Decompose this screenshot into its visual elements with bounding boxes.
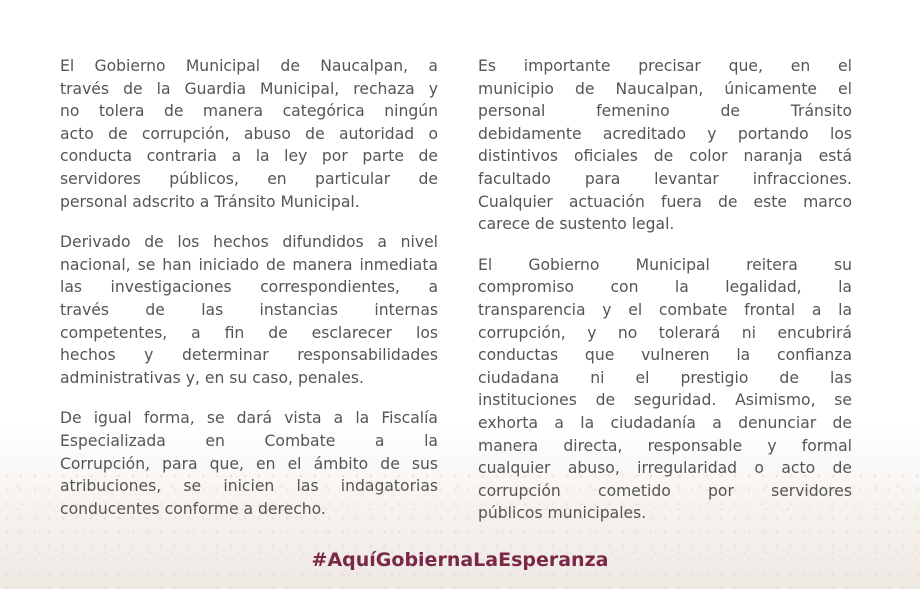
text-line: El Gobierno Municipal reitera su bbox=[478, 255, 852, 274]
text-line: Corrupción, para que, en el ámbito de sus bbox=[60, 454, 438, 473]
text-line: servidores públicos, en particular de bbox=[60, 169, 438, 188]
text-line: El Gobierno Municipal de Naucalpan, a bbox=[60, 57, 438, 75]
text-line: conducta contraria a la ley por parte de bbox=[60, 147, 438, 166]
text-line: distintivos oficiales de color naranja está bbox=[478, 147, 852, 166]
text-line: Es importante precisar que, en el bbox=[478, 57, 852, 75]
right-text-column bbox=[478, 55, 852, 543]
text-line: conductas que vulneren la confianza bbox=[478, 346, 852, 365]
text-line: públicos municipales. bbox=[478, 504, 647, 523]
text-line: municipio de Naucalpan, únicamente el bbox=[478, 79, 852, 98]
text-line: transparencia y el combate frontal a la bbox=[478, 300, 852, 319]
text-line: personal femenino de Tránsito bbox=[478, 102, 852, 121]
text-line: conducentes conforme a derecho. bbox=[60, 499, 326, 518]
paragraph bbox=[478, 55, 852, 236]
text-line: través de las instancias internas bbox=[60, 300, 438, 319]
text-line: corrupción, y no tolerará ni encubrirá bbox=[478, 323, 852, 342]
text-line: exhorta a la ciudadanía a denunciar de bbox=[478, 413, 852, 432]
text-line: compromiso con la legalidad, la bbox=[478, 278, 852, 297]
text-line: manera directa, responsable y formal bbox=[478, 436, 852, 455]
text-line: corrupción cometido por servidores bbox=[478, 481, 852, 500]
text-line: no tolera de manera categórica ningún bbox=[60, 102, 438, 121]
text-line: las investigaciones correspondientes, a bbox=[60, 278, 438, 297]
text-line: Cualquier actuación fuera de este marco bbox=[478, 192, 852, 211]
text-line: atribuciones, se inicien las indagatorias bbox=[60, 477, 438, 496]
text-line: facultado para levantar infracciones. bbox=[478, 169, 852, 188]
text-line: competentes, a fin de esclarecer los bbox=[60, 323, 438, 342]
text-line: debidamente acreditado y portando los bbox=[478, 124, 852, 143]
text-line: través de la Guardia Municipal, rechaza y bbox=[60, 79, 438, 98]
text-line: De igual forma, se dará vista a la Fiscalía bbox=[60, 409, 438, 428]
text-line: administrativas y, en su caso, penales. bbox=[60, 368, 364, 387]
text-line: personal adscrito a Tránsito Municipal. bbox=[60, 192, 360, 211]
text-line: acto de corrupción, abuso de autoridad o bbox=[60, 124, 438, 143]
left-text-column bbox=[60, 55, 438, 538]
text-line: carece de sustento legal. bbox=[478, 215, 675, 234]
text-line: nacional, se han iniciado de manera inmediata bbox=[60, 255, 438, 274]
paragraph bbox=[478, 254, 852, 525]
paragraph bbox=[60, 407, 438, 520]
text-line: ciudadana ni el prestigio de las bbox=[478, 368, 852, 387]
hashtag: #AquíGobiernaLaEsperanza bbox=[311, 549, 609, 571]
text-line: instituciones de seguridad. Asimismo, se bbox=[478, 391, 852, 410]
text-line: hechos y determinar responsabilidades bbox=[60, 346, 438, 365]
paragraph bbox=[60, 55, 438, 213]
text-line: Especializada en Combate a la bbox=[60, 431, 438, 450]
paragraph bbox=[60, 231, 438, 389]
text-line: cualquier abuso, irregularidad o acto de bbox=[478, 459, 852, 478]
text-line: Derivado de los hechos difundidos a nivel bbox=[60, 233, 438, 252]
